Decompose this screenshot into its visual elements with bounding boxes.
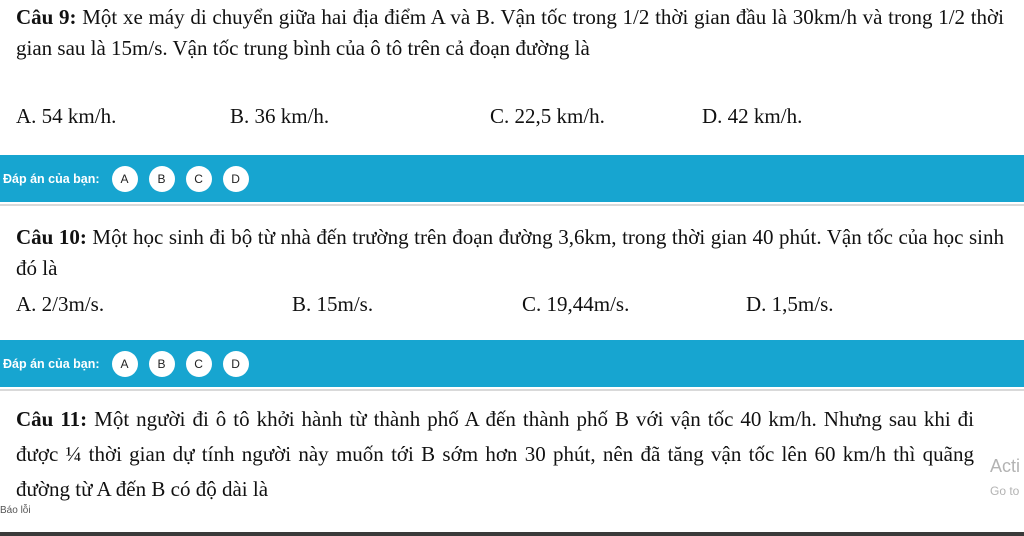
answer-bar-label: Đáp án của bạn: — [3, 171, 100, 186]
divider — [0, 389, 1024, 391]
question-9-option-a: A. 54 km/h. — [16, 104, 117, 128]
watermark-line-1: Acti — [990, 456, 1021, 476]
watermark-line-2: Go to — [990, 484, 1020, 498]
divider — [0, 204, 1024, 206]
bottom-strip — [0, 532, 1024, 536]
choice-d-button[interactable]: D — [223, 166, 249, 192]
choice-a-button[interactable]: A — [112, 166, 138, 192]
question-10-text — [16, 222, 1004, 284]
question-11-text — [16, 402, 974, 507]
question-9-option-b: B. 36 km/h. — [230, 104, 330, 128]
answer-bar-question-10 — [0, 340, 1024, 387]
question-11-body: Một người đi ô tô khởi hành từ thành phố A đến thành phố B với vận tốc 40 km/h. Nhưng sau khi đi được ¼ thời gian dự tính người này muốn tới B sớm hơn 30 phút, nên đã tăng vận tốc lên 60 km/h thì quãng đường từ A đến B có độ dài là — [16, 407, 974, 501]
question-9-body: Một xe máy di chuyển giữa hai địa điểm A và B. Vận tốc trong 1/2 thời gian đầu là 30km/h và trong 1/2 thời gian sau là 15m/s. Vận tốc trung bình của ô tô trên cả đoạn đường là — [16, 5, 1004, 60]
question-9-option-d: D. 42 km/h. — [702, 104, 803, 128]
question-10-body: Một học sinh đi bộ từ nhà đến trường trên đoạn đường 3,6km, trong thời gian 40 phút. Vận tốc của học sinh đó là — [16, 225, 1004, 280]
answer-bar-label: Đáp án của bạn: — [3, 356, 100, 371]
question-11-number: Câu 11: — [16, 407, 88, 431]
question-9-text — [16, 2, 1004, 64]
choice-b-button[interactable]: B — [149, 351, 175, 377]
question-10-option-c: C. 19,44m/s. — [522, 292, 630, 316]
question-9-number: Câu 9: — [16, 5, 77, 29]
question-10-option-a: A. 2/3m/s. — [16, 292, 105, 316]
question-9-option-c: C. 22,5 km/h. — [490, 104, 605, 128]
choice-d-button[interactable]: D — [223, 351, 249, 377]
answer-bar-question-9 — [0, 155, 1024, 202]
question-10-option-d: D. 1,5m/s. — [746, 292, 834, 316]
report-error-link[interactable]: Báo lỗi — [0, 505, 31, 516]
question-10-number: Câu 10: — [16, 225, 87, 249]
choice-c-button[interactable]: C — [186, 166, 212, 192]
choice-c-button[interactable]: C — [186, 351, 212, 377]
choice-b-button[interactable]: B — [149, 166, 175, 192]
question-10-option-b: B. 15m/s. — [292, 292, 374, 316]
choice-a-button[interactable]: A — [112, 351, 138, 377]
